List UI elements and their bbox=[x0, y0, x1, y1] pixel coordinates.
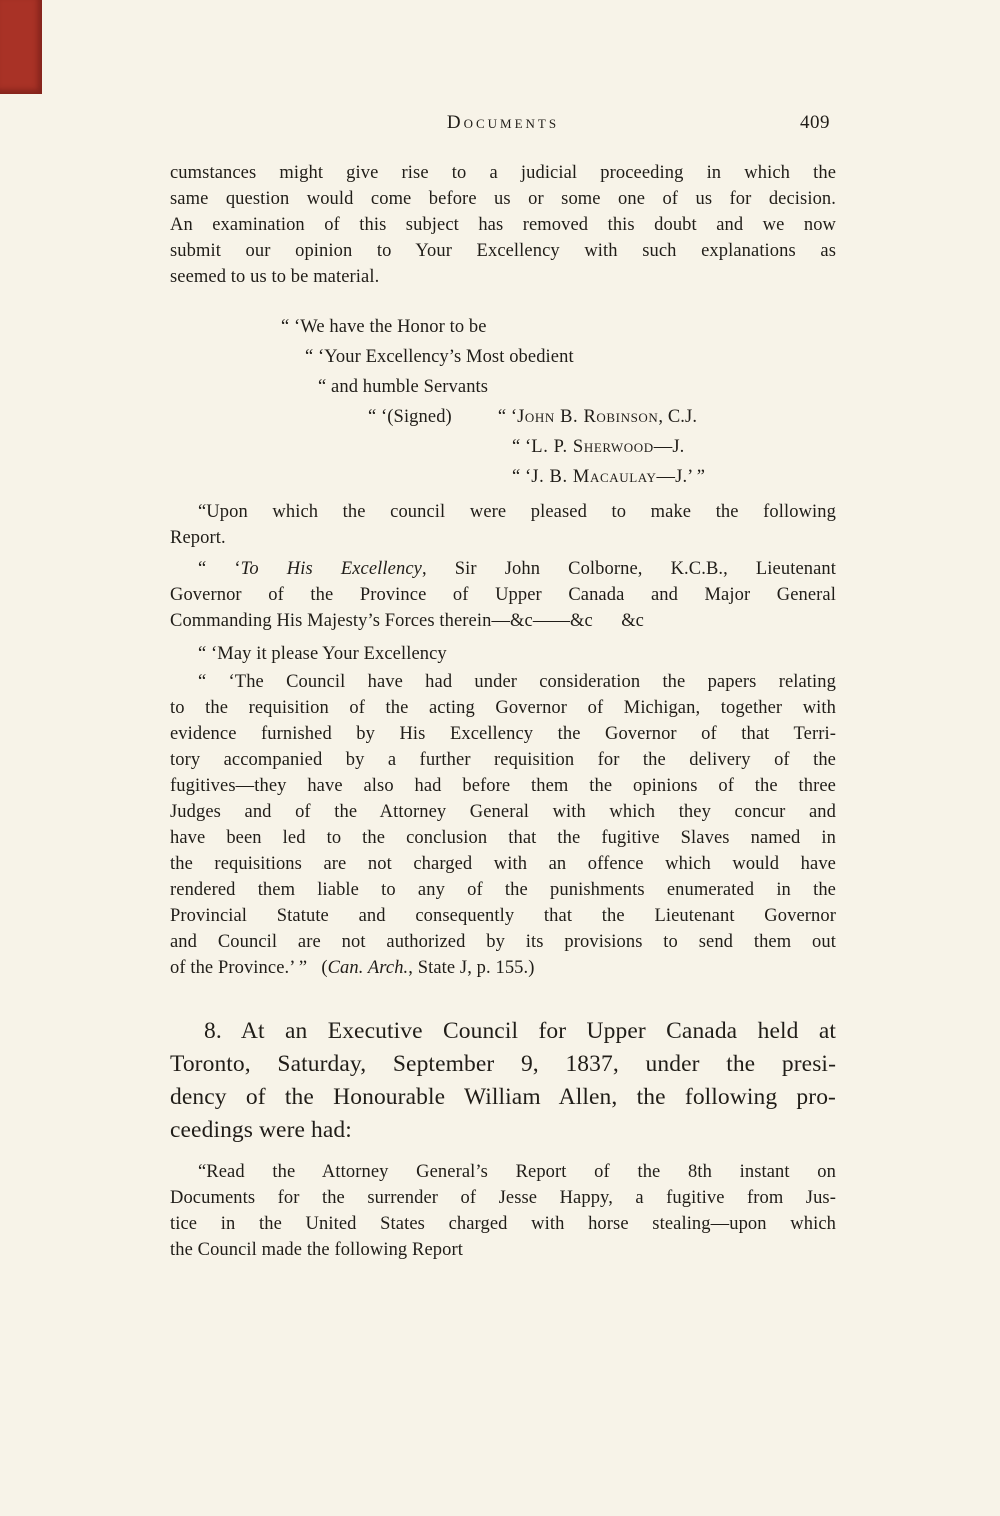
text-line bbox=[170, 1159, 836, 1185]
text-segment: “ ‘We have the Honor to be bbox=[281, 317, 487, 337]
text-segment: “ ‘ bbox=[198, 559, 241, 579]
paragraph bbox=[170, 669, 836, 981]
text-line bbox=[170, 608, 836, 634]
text-segment: L. P. Sherwood bbox=[531, 437, 654, 457]
text-segment: “ ‘May it please Your Excellency bbox=[198, 644, 447, 664]
running-title: Documents bbox=[446, 112, 560, 133]
text-line bbox=[170, 669, 836, 695]
text-segment: —J.’ ” bbox=[656, 467, 706, 487]
text-line bbox=[170, 372, 836, 402]
text-line bbox=[170, 212, 836, 238]
text-line bbox=[170, 525, 836, 551]
text-segment: evidence furnished by His Excellency the Governor of that Terri- bbox=[170, 724, 836, 744]
text-line bbox=[170, 695, 836, 721]
text-line bbox=[170, 462, 836, 492]
text-line bbox=[170, 825, 836, 851]
text-line bbox=[170, 556, 836, 582]
text-segment: tory accompanied by a further requisition for the delivery of the bbox=[170, 750, 836, 770]
paragraph bbox=[170, 641, 836, 667]
text-segment: of the Province.’ ” ( bbox=[170, 958, 328, 978]
paragraph bbox=[170, 499, 836, 551]
text-line bbox=[170, 877, 836, 903]
text-line bbox=[170, 773, 836, 799]
paragraph bbox=[170, 556, 836, 634]
text-line bbox=[170, 342, 836, 372]
text-segment: An examination of this subject has removed this doubt and we now bbox=[170, 215, 836, 235]
text-segment: “ ‘The Council have had under consideration the papers relating bbox=[198, 672, 836, 692]
text-segment: , State J, p. 155.) bbox=[408, 958, 535, 978]
text-segment: the Council made the following Report bbox=[170, 1240, 463, 1260]
page-header bbox=[170, 112, 836, 138]
text-segment: Governor of the Province of Upper Canada and Major General bbox=[170, 585, 836, 605]
text-segment: to the requisition of the acting Governor of Michigan, together with bbox=[170, 698, 836, 718]
text-segment: rendered them liable to any of the punishments enumerated in the bbox=[170, 880, 836, 900]
text-line bbox=[170, 160, 836, 186]
text-segment: the requisitions are not charged with an offence which would have bbox=[170, 854, 836, 874]
text-line bbox=[170, 402, 836, 432]
text-segment: John B. Robinson bbox=[517, 407, 659, 427]
text-line bbox=[170, 1185, 836, 1211]
text-segment: same question would come before us or some one of us for decision. bbox=[170, 189, 836, 209]
text-line bbox=[170, 1081, 836, 1114]
text-line bbox=[170, 186, 836, 212]
text-segment: fugitives—they have also had before them the opinions of the three bbox=[170, 776, 836, 796]
text-segment: “ ‘ bbox=[497, 407, 518, 427]
text-line bbox=[170, 582, 836, 608]
text-segment: “ ‘Your Excellency’s Most obedient bbox=[305, 347, 574, 367]
text-segment: have been led to the conclusion that the fugitive Slaves named in bbox=[170, 828, 836, 848]
red-margin-mark bbox=[0, 0, 42, 94]
text-segment: Judges and of the Attorney General with which they concur and bbox=[170, 802, 836, 822]
text-segment: “Read the Attorney General’s Report of the 8th instant on bbox=[198, 1162, 836, 1182]
text-segment: “ ‘ bbox=[512, 467, 532, 487]
text-segment: “ ‘ bbox=[512, 437, 532, 457]
text-segment: Provincial Statute and consequently that the Lieutenant Governor bbox=[170, 906, 836, 926]
text-line bbox=[170, 641, 836, 667]
text-line bbox=[170, 721, 836, 747]
book-page bbox=[170, 112, 836, 1263]
text-line bbox=[170, 1048, 836, 1081]
text-segment: Can. Arch. bbox=[327, 958, 409, 978]
text-segment: J. B. Macaulay bbox=[531, 467, 657, 487]
text-segment: seemed to us to be material. bbox=[170, 267, 380, 287]
text-line bbox=[170, 499, 836, 525]
text-segment: submit our opinion to Your Excellency with such explanations as bbox=[170, 241, 836, 261]
text-segment: and Council are not authorized by its provisions to send them out bbox=[170, 932, 836, 952]
text-segment: cumstances might give rise to a judicial proceeding in which the bbox=[170, 163, 836, 183]
text-segment: “Upon which the council were pleased to make the following bbox=[198, 502, 836, 522]
text-segment: 8. At an Executive Council for Upper Canada held at bbox=[204, 1018, 836, 1044]
text-segment: , Sir John Colborne, K.C.B., Lieutenant bbox=[421, 559, 837, 579]
text-segment: —J. bbox=[653, 437, 685, 457]
text-line bbox=[170, 1015, 836, 1048]
paragraph bbox=[170, 312, 836, 492]
page-number: 409 bbox=[800, 112, 830, 133]
text-segment: Report. bbox=[170, 528, 226, 548]
text-body bbox=[170, 160, 836, 1263]
text-line bbox=[170, 312, 836, 342]
text-line bbox=[170, 1114, 836, 1147]
text-line bbox=[170, 264, 836, 290]
text-line bbox=[170, 799, 836, 825]
text-segment: “ ‘(Signed) bbox=[368, 407, 452, 427]
text-segment: Toronto, Saturday, September 9, 1837, under the presi- bbox=[170, 1051, 836, 1077]
text-segment: “ and humble Servants bbox=[318, 377, 489, 397]
text-line bbox=[170, 238, 836, 264]
text-line bbox=[170, 747, 836, 773]
text-line bbox=[170, 903, 836, 929]
text-segment: Documents for the surrender of Jesse Happy, a fugitive from Jus- bbox=[170, 1188, 836, 1208]
paragraph bbox=[170, 1159, 836, 1263]
paragraph bbox=[170, 1015, 836, 1147]
text-segment: dency of the Honourable William Allen, the following pro- bbox=[170, 1084, 836, 1110]
text-line bbox=[170, 955, 836, 981]
text-segment: tice in the United States charged with horse stealing—upon which bbox=[170, 1214, 836, 1234]
text-segment: , C.J. bbox=[658, 407, 698, 427]
text-line bbox=[170, 929, 836, 955]
text-line bbox=[170, 1237, 836, 1263]
text-line bbox=[170, 1211, 836, 1237]
text-line bbox=[170, 851, 836, 877]
text-line bbox=[170, 432, 836, 462]
text-segment: To His Excellency bbox=[240, 559, 422, 579]
paragraph bbox=[170, 160, 836, 290]
text-segment: ceedings were had: bbox=[170, 1117, 352, 1143]
text-segment: Commanding His Majesty’s Forces therein—&c——&c &c bbox=[170, 611, 644, 631]
